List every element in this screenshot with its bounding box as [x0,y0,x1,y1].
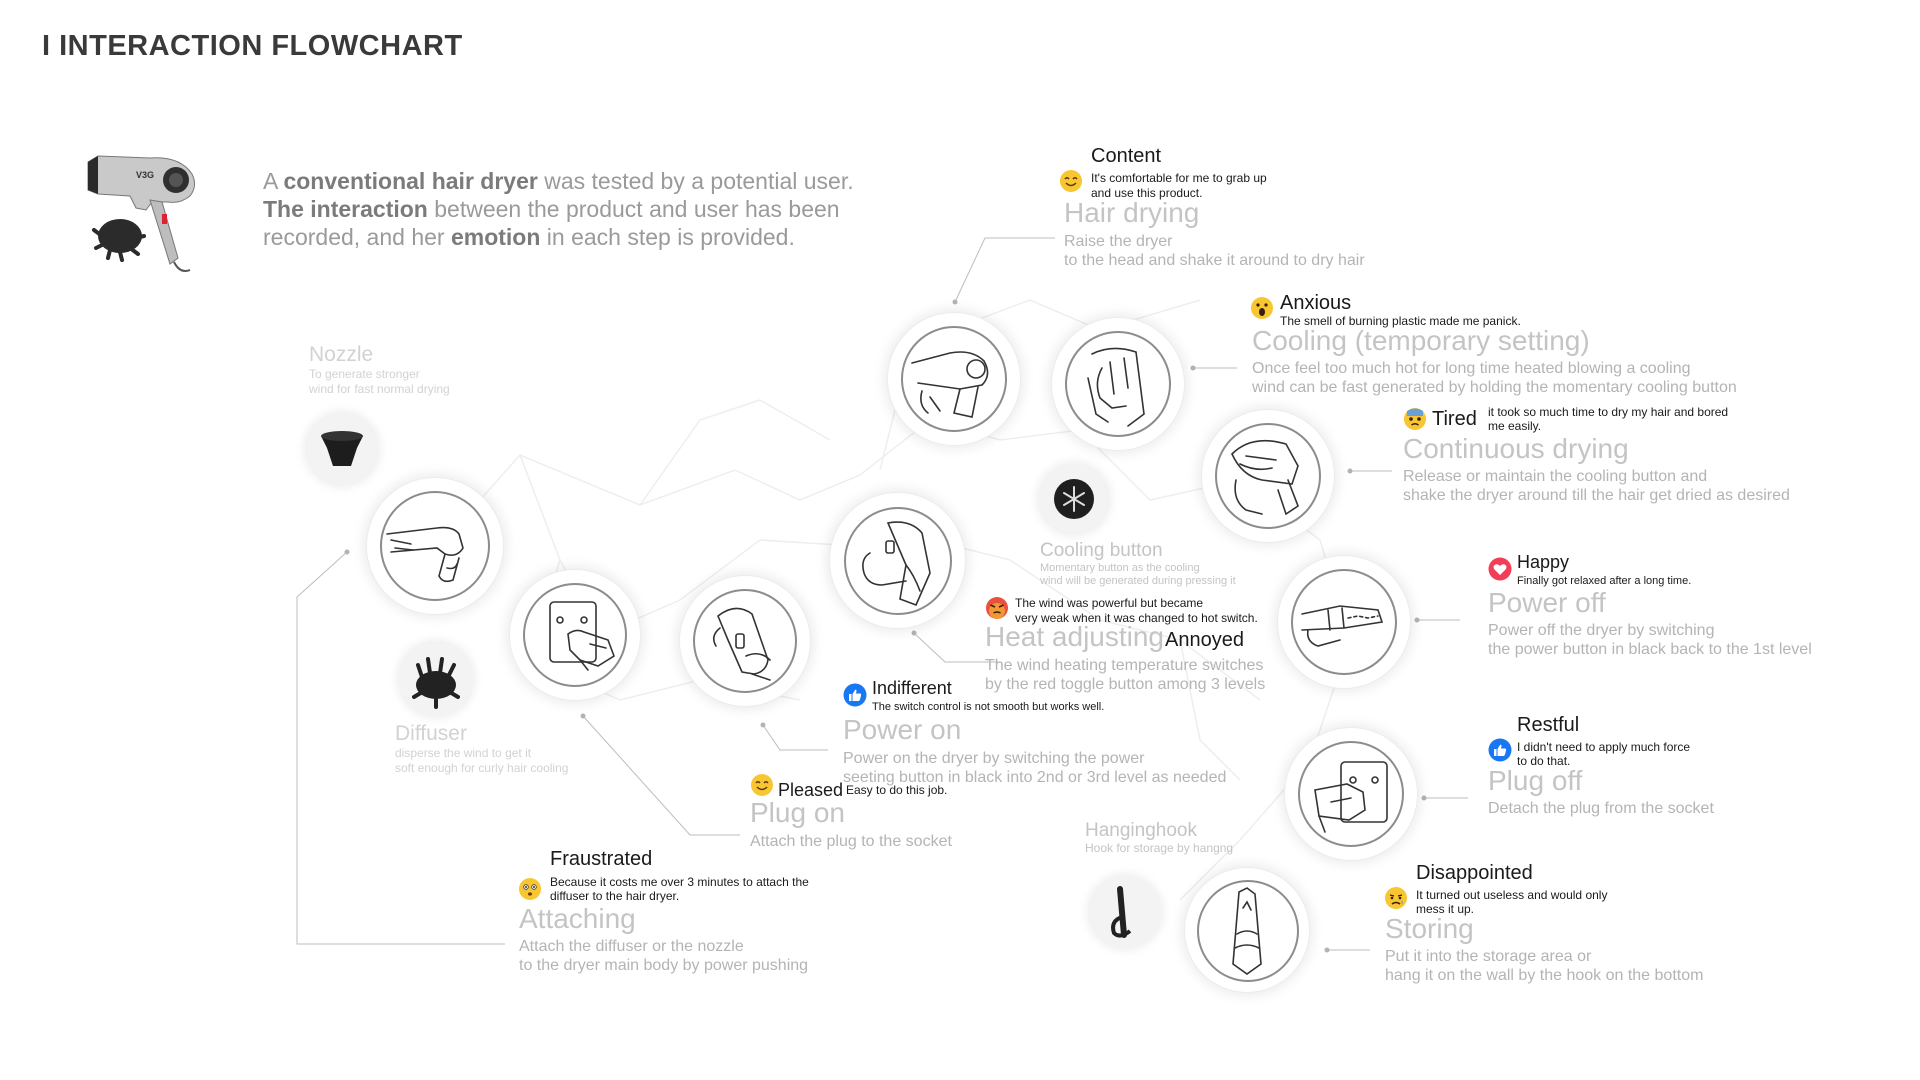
step-circle-power-on [680,576,810,706]
cooling-button-label [1040,540,1236,588]
hair-drying-desc-2: to the head and shake it around to dry hair [1064,252,1365,269]
storing-emotion: Disappointed [1416,862,1533,884]
continuous-drying-emotion-text-2: me easily. [1488,419,1542,433]
content-emoji-icon [1059,169,1083,193]
cooling-title: Cooling (temporary setting) [1252,325,1590,356]
plug-off-emotion-text-2: to do that. [1517,754,1571,768]
power-off-emotion: Happy [1517,552,1570,572]
heat-adjusting-desc-1: The wind heating temperature switches [985,657,1264,674]
step-circle-hair-drying [888,313,1020,445]
nozzle-desc-2: wind for fast normal drying [309,382,450,396]
disappointed-emoji-icon [1384,886,1408,910]
continuous-drying-emotion-text-1: it took so much time to dry my hair and bored [1488,405,1729,419]
cooling-desc-2: wind can be fast generated by holding the momentary cooling button [1252,379,1737,396]
attaching-emotion-text-2: diffuser to the hair dryer. [550,889,680,903]
storing-emotion-text-2: mess it up. [1416,902,1475,916]
attaching-emotion-text-1: Because it costs me over 3 minutes to attach the [550,875,809,889]
heat-adjusting-emotion-text-1: The wind was powerful but became [1015,596,1204,610]
anxious-emoji-icon [1250,296,1274,320]
like-thumbs-up-icon [843,683,867,707]
cooling-button-part-image [1040,465,1108,533]
diffuser-label [395,722,568,776]
intro-bold-2: The interaction [263,196,428,222]
diffuser-part-image [400,643,472,715]
continuous-drying-desc-2: shake the dryer around till the hair get dried as desired [1403,487,1790,504]
step-circle-plug-off [1285,728,1417,860]
storing-title: Storing [1385,913,1474,944]
attaching-title: Attaching [519,903,636,934]
step-circle-plug-on [510,570,640,700]
product-logo: V3G [136,170,155,180]
intro-text-2: was tested by a potential user. [537,168,854,194]
hair-drying-emotion: Content [1091,145,1162,167]
hair-drying-desc-1: Raise the dryer [1064,233,1173,250]
nozzle-title: Nozzle [309,343,374,366]
step-circle-cooling [1052,318,1184,450]
plug-off-title: Plug off [1488,765,1583,796]
continuous-drying-desc-1: Release or maintain the cooling button and [1403,468,1708,485]
angry-emoji-icon [985,596,1009,620]
attaching-desc-1: Attach the diffuser or the nozzle [519,938,744,955]
plug-off-emotion-text-1: I didn't need to apply much force [1517,740,1691,754]
plug-on-emotion: Pleased [778,780,844,800]
step-circle-heat-adjusting [830,493,965,628]
power-off-desc-1: Power off the dryer by switching [1488,622,1715,639]
power-on-desc-2: seeting button in black into 2nd or 3rd level as needed [843,769,1227,786]
diffuser-desc-2: soft enough for curly hair cooling [395,761,569,775]
pleased-emoji-icon [750,773,774,797]
heat-adjusting-emotion-text-2: very weak when it was changed to hot switch. [1015,611,1258,625]
heat-adjusting-emotion: Annoyed [1165,629,1244,651]
storing-desc-2: hang it on the wall by the hook on the bottom [1385,967,1704,984]
love-heart-icon [1488,557,1512,581]
nozzle-label [309,343,450,397]
plug-off-emotion: Restful [1517,714,1580,736]
intro-bold-3: emotion [450,224,541,250]
hanging-hook-desc-1: Hook for storage by hangng [1085,841,1234,855]
hair-drying-emotion-text-1: It's comfortable for me to grab up [1091,171,1267,185]
cooling-button-title: Cooling button [1040,540,1163,561]
nozzle-part-image [307,414,377,484]
step-circle-continuous-drying [1202,410,1334,542]
power-on-emotion: Indifferent [872,678,952,698]
hair-drying-title: Hair drying [1064,197,1200,228]
hair-drying-emotion-text-2: and use this product. [1091,186,1203,200]
step-circle-power-off [1278,556,1410,688]
power-on-emotion-text-1: The switch control is not smooth but works well. [872,701,1105,713]
heat-adjusting-desc-2: by the red toggle button among 3 levels [985,676,1266,693]
attaching-emotion: Fraustrated [550,848,653,870]
continuous-drying-emotion: Tired [1432,408,1477,430]
storing-desc-1: Put it into the storage area or [1385,948,1592,965]
plug-on-emotion-text-1: Easy to do this job. [846,783,948,797]
power-on-desc-1: Power on the dryer by switching the power [843,750,1145,767]
nozzle-desc-1: To generate stronger [309,367,420,381]
cooling-desc-1: Once feel too much hot for long time heated blowing a cooling [1252,360,1691,377]
diffuser-desc-1: disperse the wind to get it [395,746,532,760]
continuous-drying-title: Continuous drying [1403,433,1629,464]
step-circle-attaching [367,478,503,614]
intro-text-4: in each step is provided. [540,224,795,250]
intro-text-1: A [263,168,284,194]
plug-off-desc-1: Detach the plug from the socket [1488,800,1714,817]
power-off-desc-2: the power button in black back to the 1st level [1488,641,1812,658]
like-thumbs-up-icon [1488,738,1512,762]
hanging-hook-label [1085,820,1233,855]
power-off-title: Power off [1488,587,1606,618]
intro-text-3: between the product and user has been recorded, and her [263,196,840,250]
storing-emotion-text-1: It turned out useless and would only [1416,888,1608,902]
frustrated-emoji-icon [518,877,542,901]
step-circle-storing [1185,868,1309,992]
diffuser-title: Diffuser [395,722,467,745]
power-on-title: Power on [843,714,962,745]
plug-on-desc-1: Attach the plug to the socket [750,833,952,850]
cooling-button-desc-2: wind will be generated during pressing it [1040,575,1236,587]
page-title: I INTERACTION FLOWCHART [42,30,463,62]
plug-on-title: Plug on [750,797,845,828]
power-off-emotion-text-1: Finally got relaxed after a long time. [1517,575,1692,587]
hanging-hook-part-image [1090,877,1160,947]
cooling-emotion-text-1: The smell of burning plastic made me panick. [1280,314,1521,328]
cooling-emotion: Anxious [1280,292,1352,314]
attaching-desc-2: to the dryer main body by power pushing [519,957,809,974]
heat-adjusting-title: Heat adjusting [985,621,1165,652]
intro-bold-1: conventional hair dryer [283,168,538,194]
hanging-hook-title: Hanginghook [1085,820,1197,841]
tired-emoji-icon [1403,407,1427,431]
cooling-button-desc-1: Momentary button as the cooling [1040,562,1200,574]
